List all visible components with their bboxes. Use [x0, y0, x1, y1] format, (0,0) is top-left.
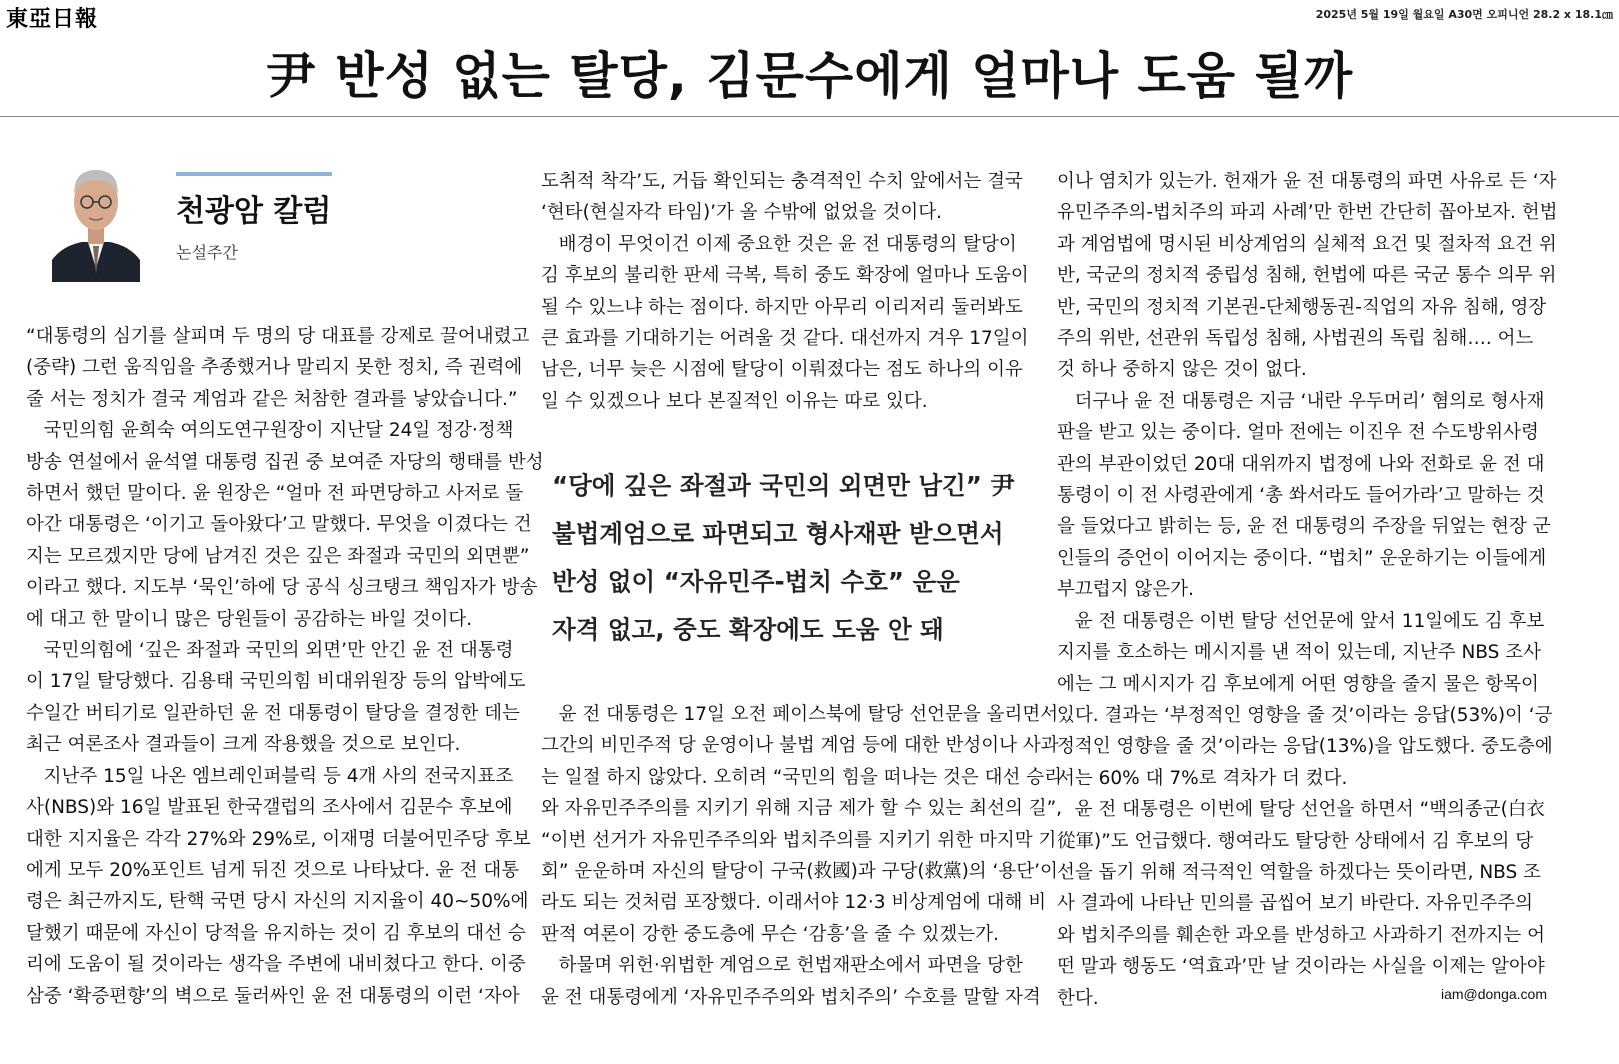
- pull-quote: [552, 462, 1042, 654]
- text-line: 일 수 있겠으나 보다 본질적인 이유는 따로 있다.: [541, 390, 928, 412]
- text-line: 과 계엄법에 명시된 비상계엄의 실체적 요건 및 절차적 요건 위: [1057, 233, 1557, 255]
- text-line: 아간 대통령은 ‘이기고 돌아왔다’고 말했다. 무엇을 이겼다는 건: [26, 514, 532, 536]
- text-line: 윤 전 대통령에게 ‘자유민주주의와 법치주의’ 수호를 말할 자격: [541, 986, 1041, 1008]
- column-1: [26, 321, 544, 1012]
- text-line: 하물며 위헌·위법한 계엄으로 헌법재판소에서 파면을 당한: [541, 955, 1023, 977]
- text-line: 달했기 때문에 자신이 당적을 유지하는 것이 김 후보의 대선 승: [26, 922, 526, 944]
- text-line: 하면서 했던 말이다. 윤 원장은 “얼마 전 파면당하고 사저로 돌: [26, 483, 524, 505]
- text-line: (중략) 그런 움직임을 추종했거나 말리지 못한 정치, 즉 권력에: [26, 357, 523, 379]
- text-line: 대한 지지율은 각각 27%와 29%로, 이재명 더불어민주당 후보: [26, 828, 531, 850]
- byline-accent-bar: [176, 172, 332, 176]
- text-line: 지지를 호소하는 메시지를 낸 적이 있는데, 지난주 NBS 조사: [1057, 642, 1542, 664]
- byline-name: 천광암 칼럼: [176, 194, 332, 229]
- text-line: 從軍)”도 언급했다. 행여라도 탈당한 상태에서 김 후보의 당: [1057, 830, 1534, 852]
- text-line: 국민의힘에 ‘깊은 좌절과 국민의 외면’만 안긴 윤 전 대통령: [26, 640, 514, 662]
- text-line: 회” 운운하며 자신의 탈당이 구국(救國)과 구당(救黨)의 ‘용단’이: [541, 861, 1058, 883]
- text-line: 떤 말과 행동도 ‘역효과’만 날 것이라는 사실을 이제는 알아야: [1057, 956, 1545, 978]
- text-line: 될 수 있느냐 하는 점이다. 하지만 아무리 이리저리 둘러봐도: [541, 296, 1023, 318]
- text-line: 국민의힘 윤희숙 여의도연구원장이 지난달 24일 정강·정책: [26, 420, 514, 442]
- text-line: 와 자유민주주의를 지키기 위해 지금 제가 할 수 있는 최선의 길”,: [541, 798, 1063, 820]
- text-line: 반, 국민의 정치적 기본권-단체행동권-직업의 자유 침해, 영장: [1057, 296, 1547, 318]
- text-line: 사(NBS)와 16일 발표된 한국갤럽의 조사에서 김문수 후보에: [26, 797, 513, 819]
- text-line: 을 들었다고 밝히는 등, 윤 전 대통령의 주장을 뒤엎는 현장 군: [1057, 516, 1551, 538]
- text-line: 지는 모르겠지만 당에 남겨진 것은 깊은 좌절과 국민의 외면뿐”: [26, 545, 530, 567]
- text-line: “이번 선거가 자유민주주의와 법치주의를 지키기 위한 마지막 기: [541, 829, 1057, 851]
- pull-quote-line: 반성 없이 “자유민주-법치 수호” 운운: [552, 567, 960, 596]
- masthead-logo: 東亞日報: [6, 6, 99, 32]
- text-line: 이라고 했다. 지도부 ‘묵인’하에 당 공식 싱크탱크 책임자가 방송: [26, 577, 538, 599]
- column-3: [1057, 166, 1558, 1014]
- text-line: 통령이 이 전 사령관에게 ‘총 쏴서라도 들어가라’고 말하는 것: [1057, 485, 1545, 507]
- text-line: 에는 그 메시지가 김 후보에게 어떤 영향을 줄지 물은 항목이: [1057, 673, 1539, 695]
- text-line: 유민주주의-법치주의 파괴 사례’만 한번 간단히 꼽아보자. 헌법: [1057, 202, 1558, 224]
- text-line: 리에 도움이 될 것이라는 생각을 주변에 내비쳤다고 한다. 이중: [26, 954, 526, 976]
- text-line: 사 결과에 나타난 민의를 곱씹어 보기 바란다. 자유민주주의: [1057, 893, 1533, 915]
- text-line: 남은, 너무 늦은 시점에 탈당이 이뤄졌다는 점도 하나의 이유: [541, 359, 1023, 381]
- text-line: 판을 받고 있는 중이다. 얼마 전에는 이진우 전 수도방위사령: [1057, 422, 1539, 444]
- text-line: 라도 되는 것처럼 포장했다. 이래서야 12·3 비상계엄에 대해 비: [541, 892, 1047, 914]
- text-line: 반, 국군의 정치적 중립성 침해, 헌법에 따른 국군 통수 의무 위: [1057, 265, 1557, 287]
- author-email[interactable]: iam@donga.com: [1440, 986, 1547, 1002]
- column-2-top: [541, 166, 1039, 417]
- text-line: 윤 전 대통령은 이번에 탈당 선언을 하면서 “백의종군(白衣: [1057, 799, 1545, 821]
- text-line: 더구나 윤 전 대통령은 지금 ‘내란 우두머리’ 혐의로 형사재: [1057, 390, 1545, 412]
- text-line: 이 17일 탈당했다. 김용태 국민의힘 비대위원장 등의 압박에도: [26, 671, 526, 693]
- text-line: 것 하나 중하지 않은 것이 없다.: [1057, 359, 1307, 381]
- text-line: 는 일절 하지 않았다. 오히려 “국민의 힘을 떠나는 것은 대선 승리: [541, 766, 1063, 788]
- pull-quote-line: “당에 깊은 좌절과 국민의 외면만 남긴” 尹: [552, 471, 1015, 500]
- text-line: “대통령의 심기를 살피며 두 명의 당 대표를 강제로 끌어내렸고: [26, 326, 530, 347]
- text-line: 최근 여론조사 결과들이 크게 작용했을 것으로 보인다.: [26, 734, 461, 756]
- publication-info: 2025년 5월 19일 월요일 A30면 오피니언 28.2 x 18.1㎝: [1315, 8, 1613, 21]
- text-line: 윤 전 대통령은 17일 오전 페이스북에 탈당 선언문을 올리면서: [541, 704, 1059, 725]
- pull-quote-line: 불법계엄으로 파면되고 형사재판 받으면서: [552, 519, 1004, 548]
- text-line: 선을 돕기 위해 적극적인 역할을 하겠다는 뜻이라면, NBS 조: [1057, 861, 1542, 883]
- text-line: 그간의 비민주적 당 운영이나 불법 계엄 등에 대한 반성이나 사과: [541, 735, 1059, 757]
- text-line: 방송 연설에서 윤석열 대통령 집권 중 보여준 자당의 행태를 반성: [26, 451, 544, 473]
- text-line: 큰 효과를 기대하기는 어려울 것 같다. 대선까지 겨우 17일이: [541, 328, 1029, 350]
- text-line: 윤 전 대통령은 이번 탈당 선언문에 앞서 11일에도 김 후보: [1057, 610, 1545, 632]
- text-line: 정적인 영향을 줄 것’이라는 응답(13%)을 압도했다. 중도층에: [1057, 736, 1553, 758]
- text-line: 있다. 결과는 ‘부정적인 영향을 줄 것’이라는 응답(53%)이 ‘긍: [1057, 704, 1553, 726]
- text-line: 판적 여론이 강한 중도층에 무슨 ‘감흥’을 줄 수 있겠는가.: [541, 923, 999, 945]
- text-line: 에게 모두 20%포인트 넘게 뒤진 것으로 나타났다. 윤 전 대통: [26, 859, 520, 881]
- text-line: 배경이 무엇이건 이제 중요한 것은 윤 전 대통령의 탈당이: [541, 233, 1017, 255]
- text-line: 수일간 버티기로 일관하던 윤 전 대통령이 탈당을 결정한 데는: [26, 702, 520, 724]
- columnist-photo: [52, 150, 140, 282]
- text-line: 와 법치주의를 훼손한 과오를 반성하고 사과하기 전까지는 어: [1057, 924, 1545, 946]
- text-line: 한다.: [1057, 987, 1099, 1009]
- headline: 尹 반성 없는 탈당, 김문수에게 얼마나 도움 될까: [265, 47, 1354, 105]
- text-line: 령은 최근까지도, 탄핵 국면 당시 자신의 지지율이 40∼50%에: [26, 891, 529, 913]
- text-line: 이나 염치가 있는가. 헌재가 윤 전 대통령의 파면 사유로 든 ‘자: [1057, 171, 1557, 192]
- text-line: 지난주 15일 나온 엠브레인퍼블릭 등 4개 사의 전국지표조: [26, 765, 514, 787]
- pull-quote-line: 자격 없고, 중도 확장에도 도움 안 돼: [552, 615, 944, 644]
- text-line: 에 대고 한 말이니 많은 당원들이 공감하는 바일 것이다.: [26, 608, 473, 630]
- text-line: 줄 서는 정치가 결국 계엄과 같은 처참한 결과를 낳았습니다.”: [26, 388, 518, 410]
- column-2-bottom: [541, 699, 1063, 1013]
- text-line: 서는 60% 대 7%로 격차가 더 컸다.: [1057, 767, 1348, 789]
- text-line: 삼중 ‘확증편향’의 벽으로 둘러싸인 윤 전 대통령의 이런 ‘자아: [26, 985, 520, 1007]
- text-line: 인들의 증언이 이어지는 중이다. “법치” 운운하기는 이들에게: [1057, 547, 1547, 569]
- text-line: 부끄럽지 않은가.: [1057, 579, 1194, 601]
- text-line: 주의 위반, 선관위 독립성 침해, 사법권의 독립 침해…. 어느: [1057, 328, 1534, 350]
- byline-role: 논설주간: [176, 243, 238, 262]
- text-line: 관의 부관이었던 20대 대위까지 법정에 나와 전화로 윤 전 대: [1057, 453, 1545, 475]
- header-divider: [0, 116, 1619, 117]
- text-line: ‘현타(현실자각 타임)’가 올 수밖에 없었을 것이다.: [541, 202, 943, 224]
- text-line: 도취적 착각’도, 거듭 확인되는 충격적인 수치 앞에서는 결국: [541, 171, 1023, 192]
- text-line: 김 후보의 불리한 판세 극복, 특히 중도 확장에 얼마나 도움이: [541, 265, 1029, 287]
